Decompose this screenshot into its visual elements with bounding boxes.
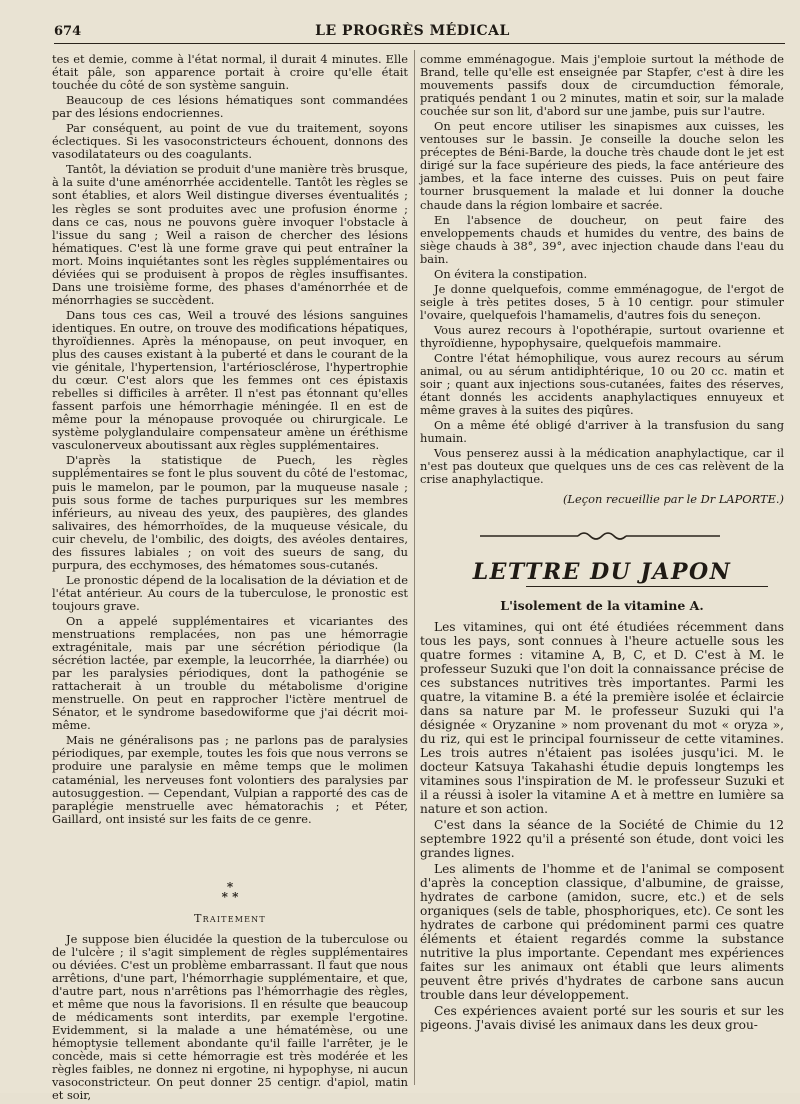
paragraph: Je donne quelquefois, comme emménagogue, de l'ergot de seigle à très petites doses, 5 à 10 centigr. pour stimuler l'ovaire, quelquefois l'hamamelis, d'autres fois du seneçon. [420, 281, 784, 322]
asterism-bottom: * * [221, 889, 239, 904]
header-rule [54, 43, 785, 44]
paragraph: Contre l'état hémophilique, vous aurez recours au sérum animal, ou au sérum antidiphtérique, 10 ou 20 cc. matin et soir ; quant aux injections sous-cutanées, faites des réserves, étant donnés les accidents anaphylactiques ennuyeux et même graves à la suites des piqûres. [420, 351, 784, 418]
asterism-top: * [226, 879, 234, 894]
paragraph: En l'absence de doucheur, on peut faire des enveloppements chauds et humides du ventre, des bains de siège chauds à 38°, 39°, avec injection chaude dans l'eau du bain. [420, 212, 784, 266]
paragraph: Mais ne généralisons pas ; ne parlons pas de paralysies périodiques, par exemple, toutes les fois que nous verrons se produire une paralysie en même temps que le molimen cataménial, les nerveuses font volontiers des paralysies par autosuggestion. — Cependant, Vulpian a rapporté des cas de paraplégie menstruelle avec hématorachis ; et Péter, Gaillard, ont insisté sur les faits de ce genre. [52, 733, 408, 826]
title-underline [526, 586, 768, 589]
left-column [52, 53, 408, 1104]
running-head: LE PROGRÈS MÉDICAL [315, 23, 510, 39]
paragraph: Les vitamines, qui ont été étudiées récemment dans tous les pays, sont connues à l'heure actuelle sous les quatre formes : vitamine A, B, C, et D. C'est à M. le professeur Suzuki que l'on doit la connaissance précise de ces substances nutritives très importantes. Parmi les quatre, la vitamine B. a été la première isolée et éclaircie dans sa nature par M. le professeur Suzuki qui l'a désignée « Oryzanine » nom provenant du mot « oryza », du riz, qui est le principal fournisseur de cette vitamines. Les trois autres n'étaient pas isolées jusqu'ici. M. le docteur Katsuya Takahashi étudie depuis longtemps les vitamines sous l'inspiration de M. le professeur Suzuki et il a réussi à isoler la vitamine A et à mettre en lumière sa nature et son action. [420, 619, 784, 816]
article-title: L'isolement de la vitamine A. [500, 597, 704, 613]
right-column [420, 53, 784, 1034]
paragraph: On a appelé supplémentaires et vicariantes des menstruations remplacées, non pas une hémorragie extragénitale, mais par une sécrétion périodique (la sécrétion lactée, par exemple, la leucorrhée, la diarrhée) ou par les paralysies périodiques, dont la pathogénie se rattacherait à un trouble du métabolisme d'origine menstruelle. On peut en rapprocher l'ictère mentruel de Sénator, et le syndrome basedowiforme que j'ai décrit moi-même. [52, 613, 408, 733]
paragraph: Par conséquent, au point de vue du traitement, soyons éclectiques. Si les vasoconstricteurs échouent, donnons des vasodilatateurs ou des coagulants. [52, 121, 408, 162]
paragraph: Les aliments de l'homme et de l'animal se composent d'après la conception classique, d'albumine, de graisse, hydrates de carbone (amidon, sucre, etc.) et de sels organiques (sels de table, phosphoriques, etc). Ce sont les hydrates de carbone qui prédominent parmi ces quatre éléments et étaient regardés comme la substance nutritive la plus importante. Cependant mes expériences faites sur les animaux ont établi que leurs aliments peuvent être privés d'hydrates de carbone sans aucun trouble dans leur développement. [420, 861, 784, 1002]
page-number: 674 [54, 24, 82, 39]
section-title: Traitement [194, 911, 266, 925]
paragraph: Dans tous ces cas, Weil a trouvé des lésions sanguines identiques. En outre, on trouve des modifications hépatiques, thyroïdiennes. Après la ménopause, on peut invoquer, en plus des causes existant à la puberté et dans le courant de la vie génitale, l'hypertension, l'artériosclérose, l'hypertrophie du cœur. C'est alors que les femmes ont ces épistaxis rebelles si difficiles à arrêter. Il n'est pas étonnant qu'elles fassent parfois une hémorrhagie méningée. Il en est de même pour la ménopause provoquée ou chirurgicale. Le système polyglandulaire compensateur amène un éréthisme vasculonerveux aboutissant aux règles supplémentaires. [52, 307, 408, 453]
paragraph: Ces expériences avaient porté sur les souris et sur les pigeons. J'avais divisé les animaux dans les deux grou- [420, 1003, 784, 1032]
section-asterism [52, 879, 408, 904]
paragraph: tes et demie, comme à l'état normal, il durait 4 minutes. Elle était pâle, son apparence portait à croire qu'elle était touchée du côté de son système sanguin. [52, 52, 408, 93]
signoff: (Leçon recueillie par le Dr LAPORTE.) [562, 491, 784, 506]
paragraph: Vous aurez recours à l'opothérapie, surtout ovarienne et thyroïdienne, hypophysaire, quelquefois mammaire. [420, 322, 784, 350]
paragraph: Le pronostic dépend de la localisation de la déviation et de l'état antérieur. Au cours de la tuberculose, le pronostic est toujours grave. [52, 572, 408, 613]
paragraph: C'est dans la séance de la Société de Chimie du 12 septembre 1922 qu'il a présenté son étude, dont voici les grandes lignes. [420, 817, 784, 860]
paragraph: Beaucoup de ces lésions hématiques sont commandées par des lésions endocriennes. [52, 93, 408, 121]
ornament-rule-icon [480, 526, 720, 546]
ornament-divider [420, 518, 784, 558]
paragraph: D'après la statistique de Puech, les règles supplémentaires se font le plus souvent du côté de l'estomac, puis le mamelon, par le poumon, par la muqueuse nasale ; puis sous forme de taches purpuriques sur les membres inférieurs, au niveau des yeux, des paupières, des glandes salivaires, des hémorrhoïdes, de la muqueuse vésicale, du cuir chevelu, de l'ombilic, des doigts, des avéoles dentaires, des fissures labiales ; on voit des sueurs de sang, du purpura, des ecchymoses, des hématomes sous-cutanés. [52, 453, 408, 572]
page-header [40, 18, 785, 44]
letter-title: LETTRE DU JAPON [472, 558, 732, 585]
paragraph: Tantôt, la déviation se produit d'une manière très brusque, à la suite d'une aménorrhée accidentelle. Tantôt les règles se sont établies, et alors Weil distingue diverses éventualités ; les règles se sont produites avec une profusion énorme ; dans ce cas, nous ne pouvons guère invoquer l'obstacle à l'issue du sang ; Weil a raison de chercher des lésions hématiques. C'est là une forme grave qui peut entraîner la mort. Moins inquiétantes sont les règles supplémentaires ou déviées qui se produisent à propos de règles insuffisantes. Dans une troisième forme, des phases d'aménorrhée et de ménorrhagies se succèdent. [52, 162, 408, 307]
paragraph: Je suppose bien élucidée la question de la tuberculose ou de l'ulcère ; il s'agit simplement de règles supplémentaires ou déviées. C'est un problème embarrassant. Il faut que nous arrêtions, d'une part, l'hémorrhagie supplémentaire, et que, d'autre part, nous n'arrêtions pas l'hémorrhagie des règles, et même que nous la favorisions. Il en résulte que beaucoup de médicaments sont interdits, par exemple l'ergotine. Evidemment, si la malade a une hématémèse, ou une hémoptysie tellement abondante qu'il faille l'arrêter, je le concède, mais si cette hémorragie est très modérée et les règles faibles, ne donnez ni ergotine, ni hypophyse, ni aucun vasoconstricteur. On peut donner 25 centigr. d'apiol, matin et soir, [52, 931, 408, 1103]
paragraph: On peut encore utiliser les sinapismes aux cuisses, les ventouses sur le bassin. Je conseille la douche selon les préceptes de Béni-Barde, la douche très chaude dont le jet est dirigé sur la face supérieure des pieds, la face antérieure des jambes, et la face interne des cuisses. Puis on peut faire tourner brusquement la malade et lui donner la douche chaude dans la région lombaire et sacrée. [420, 119, 784, 212]
paragraph: On a même été obligé d'arriver à la transfusion du sang humain. [420, 418, 784, 446]
article-body [420, 620, 784, 1032]
paragraph: Vous penserez aussi à la médication anaphylactique, car il n'est pas douteux que quelques uns de ces cas relèvent de la crise anaphylactique. [420, 446, 784, 487]
column-separator [414, 50, 415, 1085]
paragraph: On évitera la constipation. [434, 266, 588, 281]
paragraph: comme emménagogue. Mais j'emploie surtout la méthode de Brand, telle qu'elle est enseignée par Stapfer, c'est à dire les mouvements passifs doux de circumduction fémorale, pratiqués pendant 1 ou 2 minutes, matin et soir, sur la malade couchée sur son lit, d'abord sur une jambe, puis sur l'autre. [420, 52, 784, 119]
